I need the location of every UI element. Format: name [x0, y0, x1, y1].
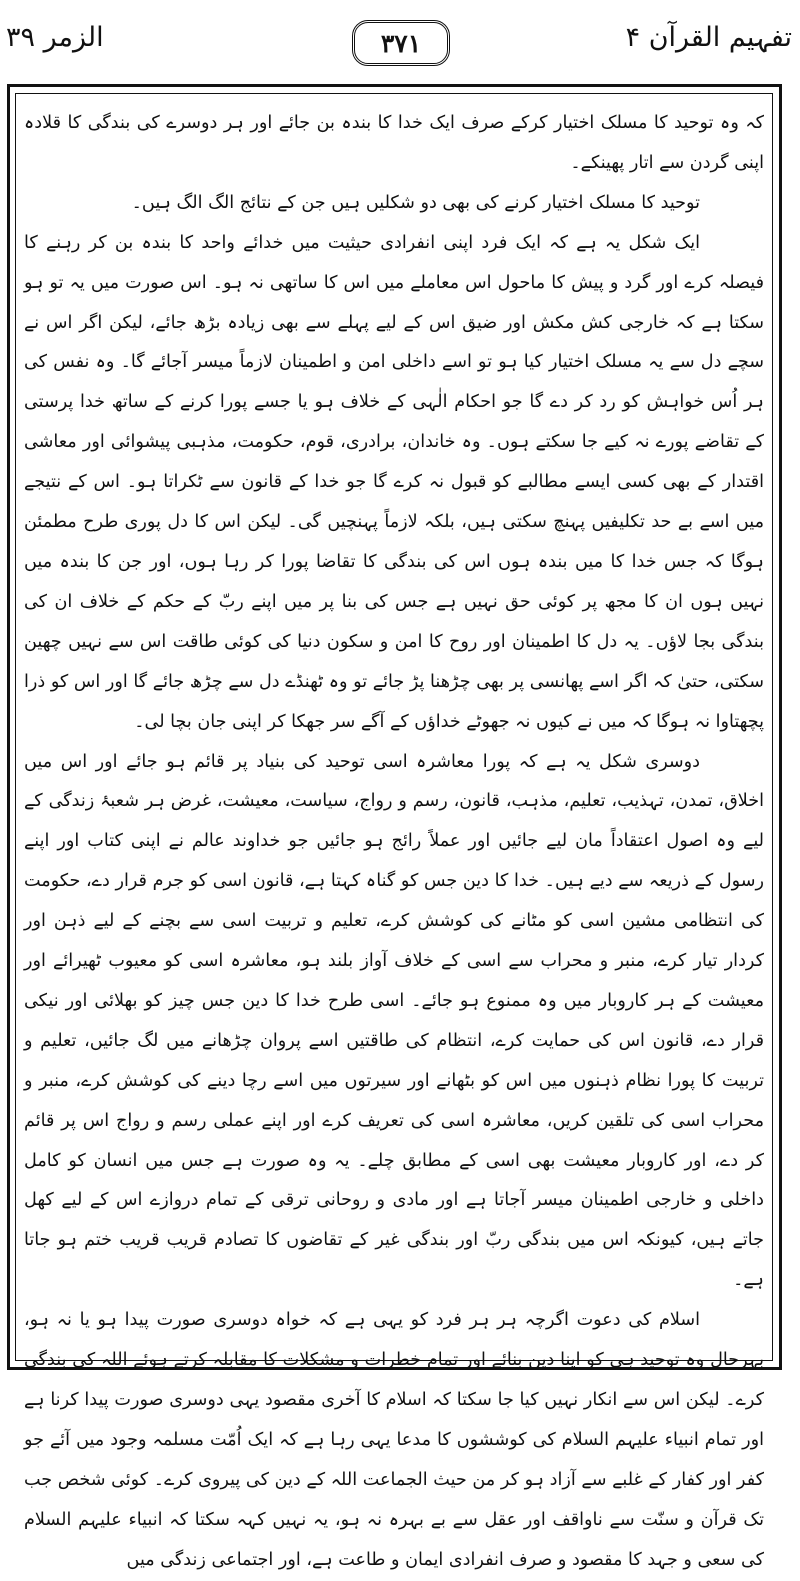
- paragraph-second-form: دوسری شکل یہ ہے کہ پورا معاشرہ اسی توحید کی بنیاد پر قائم ہو جائے اور اس میں اخلاق، تمدن، تہذیب، تعلیم، مذہب، قانون، رسم و رواج، سیاست، معیشت، غرض ہر شعبۂ زندگی کے لیے وہ اصول اعتقاداً مان لیے جائیں اور عملاً رائج ہو جائیں جو خداوند عالم نے اپنی کتاب اور اپنے رسول کے ذریعہ سے دیے ہیں۔ خدا کا دین جس کو گناہ کہتا ہے، قانون اسی کو جرم قرار دے، حکومت کی انتظامی مشین اسی کو مٹانے کی کوشش کرے، تعلیم و تربیت اسی سے بچنے کے لیے ذہن اور کردار تیار کرے، منبر و محراب سے اسی کے خلاف آواز بلند ہو، معاشرہ اسی کو معیوب ٹھیرائے اور معیشت کے ہر کاروبار میں وہ ممنوع ہو جائے۔ اسی طرح خدا کا دین جس چیز کو بھلائی اور نیکی قرار دے، قانون اس کی حمایت کرے، انتظام کی طاقتیں اسے پروان چڑھانے میں لگ جائیں، تعلیم و تربیت کا پورا نظام ذہنوں میں اس کو بٹھانے اور سیرتوں میں اسے رچا دینے کی کوشش کرے، منبر و محراب اسی کی تلقین کریں، معاشرہ اسی کی تعریف کرے اور اپنے عملی رسم و رواج اس پر قائم کر دے، اور کاروبار معیشت بھی اسی کے مطابق چلے۔ یہ وہ صورت ہے جس میں انسان کو کامل داخلی و خارجی اطمینان میسر آجاتا ہے اور مادی و روحانی ترقی کے تمام دروازے اس کے لیے کھل جاتے ہیں، کیونکہ اس میں بندگی ربّ اور بندگی غیر کے تقاضوں کا تصادم قریب قریب ختم ہو جاتا ہے۔: [24, 751, 764, 1291]
- book-title-header: تفہیم القرآن ۴: [625, 22, 792, 53]
- paragraph-continuation: کہ وہ توحید کا مسلک اختیار کرکے صرف ایک خدا کا بندہ بن جائے اور ہر دوسرے کی بندگی کا قلادہ اپنی گردن سے اتار پھینکے۔: [24, 113, 764, 173]
- paragraph-tawhid-two-forms: توحید کا مسلک اختیار کرنے کی بھی دو شکلیں ہیں جن کے نتائج الگ الگ ہیں۔: [131, 192, 700, 213]
- commentary-text-body: [24, 104, 764, 1581]
- surah-reference-header: الزمر ۳۹: [6, 22, 104, 53]
- paragraph-first-form: ایک شکل یہ ہے کہ ایک فرد اپنی انفرادی حیثیت میں خدائے واحد کا بندہ بن کر رہنے کا فیصلہ کرے اور گرد و پیش کا ماحول اس معاملے میں اس کا ساتھی نہ ہو۔ اس صورت میں یہ تو ہو سکتا ہے کہ خارجی کش مکش اور ضیق اس کے لیے پہلے سے بھی زیادہ بڑھ جائے، لیکن اگر اس نے سچے دل سے یہ مسلک اختیار کیا ہو تو اسے داخلی امن و اطمینان لازماً میسر آجائے گا۔ وہ نفس کی ہر اُس خواہش کو رد کر دے گا جو احکام الٰہی کے خلاف ہو یا جسے پورا کرنے کے ساتھ خدا پرستی کے تقاضے پورے نہ کیے جا سکتے ہوں۔ وہ خاندان، برادری، قوم، حکومت، مذہبی پیشوائی اور معاشی اقتدار کے بھی کسی ایسے مطالبے کو قبول نہ کرے گا جو خدا کے قانون سے ٹکراتا ہو۔ اس کے نتیجے میں اسے بے حد تکلیفیں پہنچ سکتی ہیں، بلکہ لازماً پہنچیں گی۔ لیکن اس کا دل پوری طرح مطمئن ہوگا کہ جس خدا کا میں بندہ ہوں اس کی بندگی کا تقاضا پورا کر رہا ہوں، اور جن کا بندہ میں نہیں ہوں ان کا مجھ پر کوئی حق نہیں ہے جس کی بنا پر میں اپنے ربّ کے حکم کے خلاف ان کی بندگی بجا لاؤں۔ یہ دل کا اطمینان اور روح کا امن و سکون دنیا کی کوئی طاقت اس سے نہیں چھین سکتی، حتیٰ کہ اگر اسے پھانسی پر بھی چڑھنا پڑ جائے تو وہ ٹھنڈے دل سے چڑھ جائے گا اور اس کو ذرا پچھتاوا نہ ہوگا کہ میں نے کیوں نہ جھوٹے خداؤں کے آگے سر جھکا کر اپنی جان بچا لی۔: [24, 232, 764, 732]
- page-number-badge: [352, 20, 450, 66]
- page-number: ۳۷۱: [380, 28, 422, 58]
- paragraph-islam-call: اسلام کی دعوت اگرچہ ہر ہر فرد کو یہی ہے کہ خواہ دوسری صورت پیدا ہو یا نہ ہو، بہرحال وہ توحید ہی کو اپنا دین بنائے اور تمام خطرات و مشکلات کا مقابلہ کرتے ہوئے اللہ کی بندگی کرے۔ لیکن اس سے انکار نہیں کیا جا سکتا کہ اسلام کا آخری مقصود یہی دوسری صورت پیدا کرنا ہے اور تمام انبیاء علیہم السلام کی کوششوں کا مدعا یہی رہا ہے کہ ایک اُمّت مسلمہ وجود میں آئے جو کفر اور کفار کے غلبے سے آزاد ہو کر من حیث الجماعت اللہ کے دین کی پیروی کرے۔ کوئی شخص جب تک قرآن و سنّت سے ناواقف اور عقل سے بے بہرہ نہ ہو، یہ نہیں کہہ سکتا کہ انبیاء علیہم السلام کی سعی و جہد کا مقصود و صرف انفرادی ایمان و طاعت ہے، اور اجتماعی زندگی میں: [24, 1310, 764, 1570]
